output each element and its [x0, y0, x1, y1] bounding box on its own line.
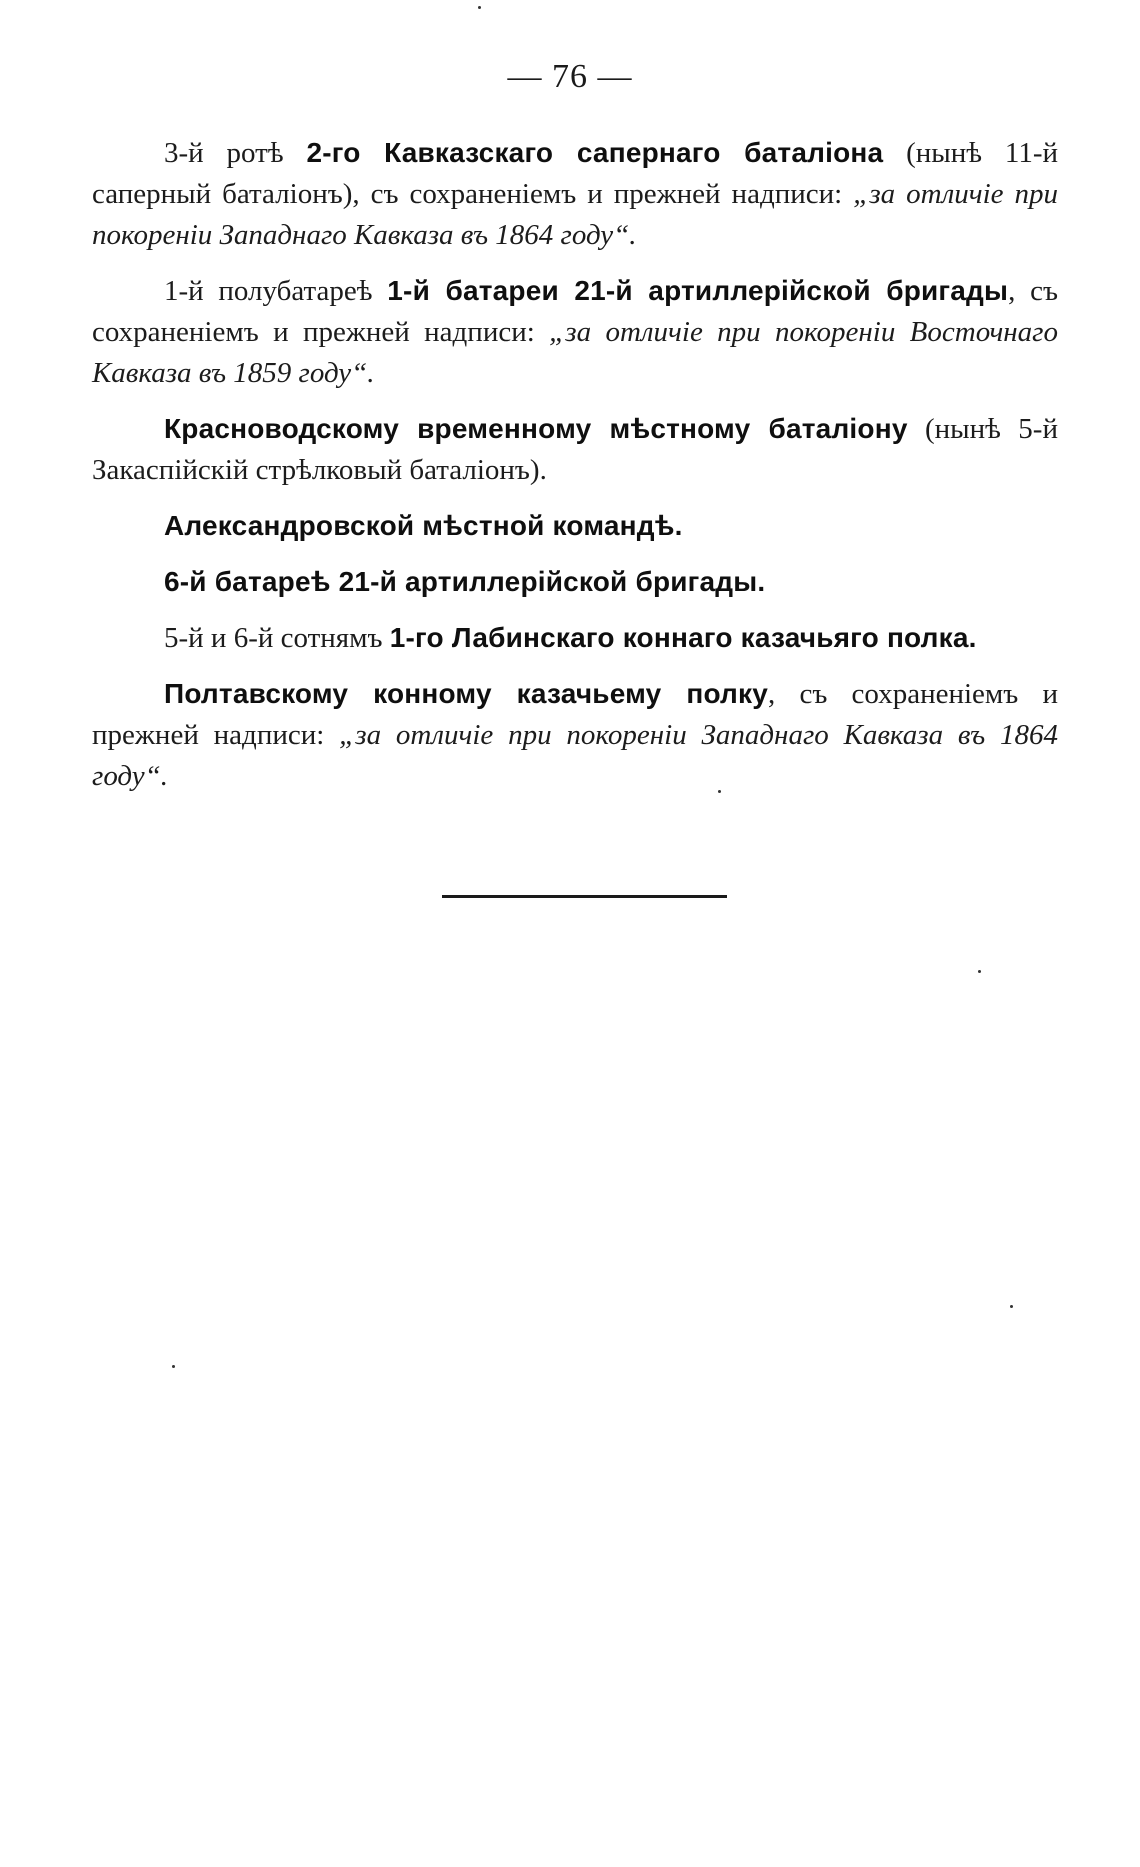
paragraph-alexandrovsk-command: [92, 505, 1058, 547]
unit-name: Полтавскому конному казачьему полку: [164, 678, 769, 709]
print-speck: [172, 1365, 175, 1368]
section-divider: [442, 895, 727, 898]
text-segment: 3-й ротѣ: [164, 137, 307, 169]
paragraph-half-battery: [92, 270, 1058, 394]
paragraph-sapper-battalion: [92, 132, 1058, 256]
text-segment: , съ сохраненіемъ и прежней надписи:: [92, 275, 1059, 348]
body-text: [92, 132, 1058, 811]
paragraph-poltava-regiment: [92, 673, 1058, 797]
page-number: — 76 —: [507, 58, 633, 95]
inscription-text: „за отличіе при покореніи Западнаго Кавказа въ 1864 году“.: [92, 178, 1059, 251]
print-speck: [718, 790, 721, 793]
text-segment: , съ сохраненіемъ и прежней надписи:: [92, 678, 1058, 751]
text-segment: (нынѣ 11-й саперный баталіонъ), съ сохраненіемъ и прежней надписи:: [92, 137, 1059, 210]
paragraph-sixth-battery: [92, 561, 1058, 603]
unit-name: 2-го Кавказскаго сапернаго баталіона: [306, 137, 884, 168]
unit-name: 1-го Лабинскаго коннаго казачьяго полка.: [389, 622, 977, 653]
inscription-text: „за отличіе при покореніи Западнаго Кавказа въ 1864 году“.: [92, 719, 1058, 792]
paragraph-krasnovodsk-battalion: [92, 408, 1058, 491]
unit-name: 1-й батареи 21-й артиллерійской бригады: [387, 275, 1009, 306]
text-segment: 1-й полубатареѣ: [164, 275, 388, 307]
print-speck: [978, 970, 981, 973]
unit-name: Красноводскому временному мѣстному баталіону: [164, 413, 908, 444]
print-speck: [478, 6, 481, 9]
unit-name: Александровской мѣстной командѣ.: [164, 510, 683, 541]
inscription-text: „за отличіе при покореніи Восточнаго Кавказа въ 1859 году“.: [92, 316, 1058, 389]
text-segment: 5-й и 6-й сотнямъ: [164, 622, 390, 654]
text-segment: (нынѣ 5-й Закаспійскій стрѣлковый баталіонъ).: [92, 413, 1058, 486]
unit-name: 6-й батареѣ 21-й артиллерійской бригады.: [164, 566, 766, 597]
paragraph-labinsk-sotnias: [92, 617, 1058, 659]
print-speck: [1010, 1305, 1013, 1308]
